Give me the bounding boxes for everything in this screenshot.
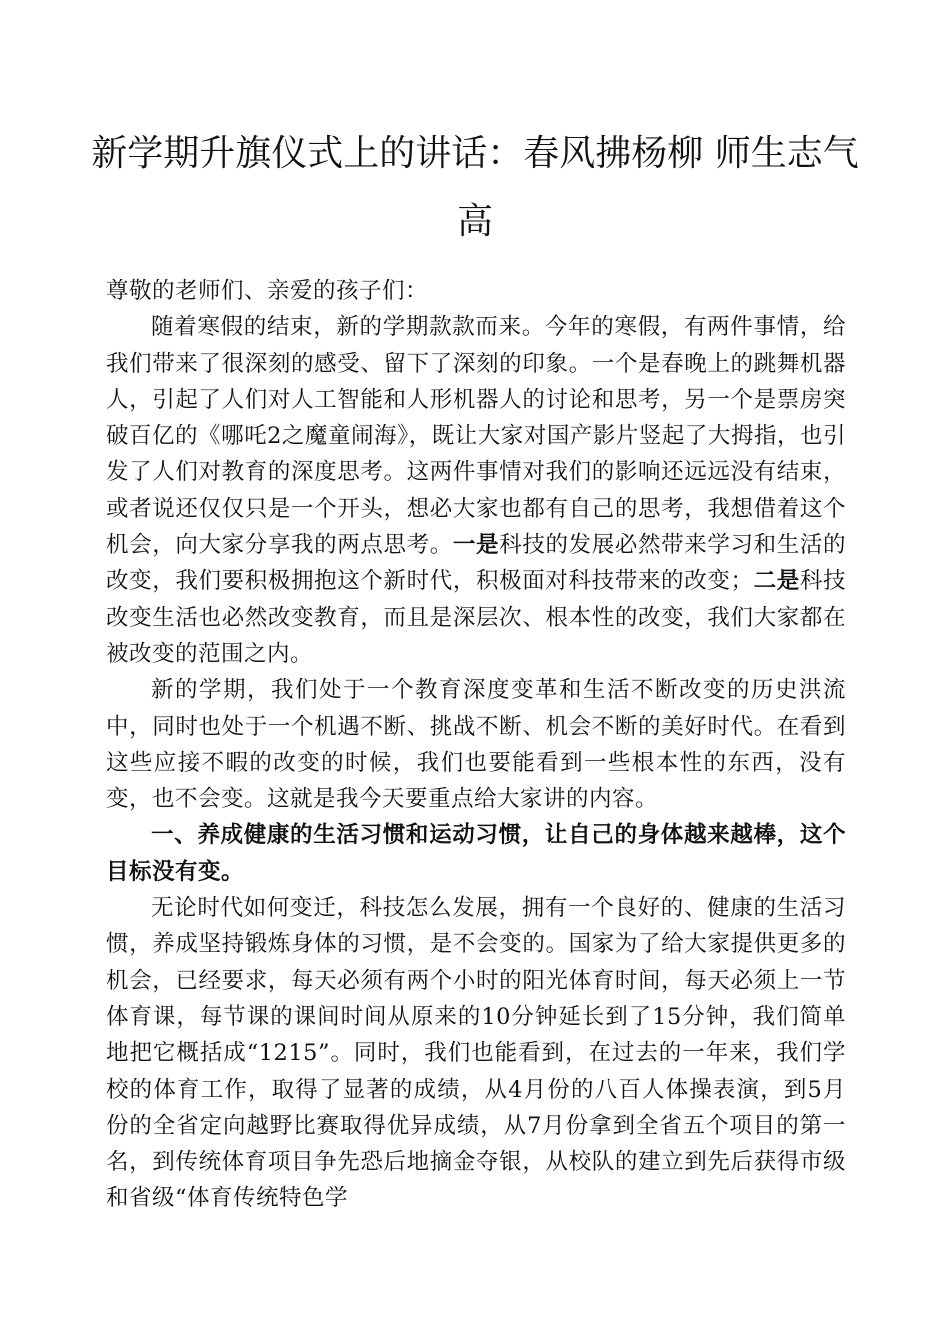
greeting: 尊敬的老师们、亲爱的孩子们： [106,278,429,304]
paragraph-1-text-b: 科技的发展必然带来学习和生活的改变，我们要积极拥抱这个新时代，积极面对科技带来的改变； [106,532,846,595]
paragraph-1-text-c: 科技改变生活也必然改变教育，而且是深层次、根本性的改变，我们大家都在被改变的范围之内。 [106,568,846,667]
paragraph-1 [106,309,846,672]
section-heading-1: 一、养成健康的生活习惯和运动习惯，让自己的身体越来越棒，这个目标没有变。 [106,822,846,885]
point-one-label: 一是 [452,532,500,559]
document-title: 新学期升旗仪式上的讲话：春风拂杨柳 师生志气高 [91,133,859,242]
document-body [106,273,846,1217]
point-two-label: 二是 [753,568,800,595]
paragraph-2: 新的学期，我们处于一个教育深度变革和生活不断改变的历史洪流中，同时也处于一个机遇不断、挑战不断、机会不断的美好时代。在看到这些应接不暇的改变的时候，我们也要能看到一些根本性的东西，没有变，也不会变。这就是我今天要重点给大家讲的内容。 [106,677,846,813]
paragraph-1-text-a: 随着寒假的结束，新的学期款款而来。今年的寒假，有两件事情，给我们带来了很深刻的感受、留下了深刻的印象。一个是春晚上的跳舞机器人，引起了人们对人工智能和人形机器人的讨论和思考，另一个是票房突破百亿的《哪吒2之魔童闹海》，既让大家对国产影片竖起了大拇指，也引发了人们对教育的深度思考。这两件事情对我们的影响还远远没有结束，或者说还仅仅只是一个开头，想必大家也都有自己的思考，我想借着这个机会，向大家分享我的两点思考。 [106,314,846,559]
paragraph-3: 无论时代如何变迁，科技怎么发展，拥有一个良好的、健康的生活习惯，养成坚持锻炼身体的习惯，是不会变的。国家为了给大家提供更多的机会，已经要求，每天必须有两个小时的阳光体育时间，每天必须上一节体育课，每节课的课间时间从原来的10分钟延长到了15分钟，我们简单地把它概括成“1215”。同时，我们也能看到，在过去的一年来，我们学校的体育工作，取得了显著的成绩，从4月份的八百人体操表演，到5月份的全省定向越野比赛取得优异成绩，从7月份拿到全省五个项目的第一名，到传统体育项目争先恐后地摘金夺银，从校队的建立到先后获得市级和省级“体育传统特色学 [106,895,846,1212]
